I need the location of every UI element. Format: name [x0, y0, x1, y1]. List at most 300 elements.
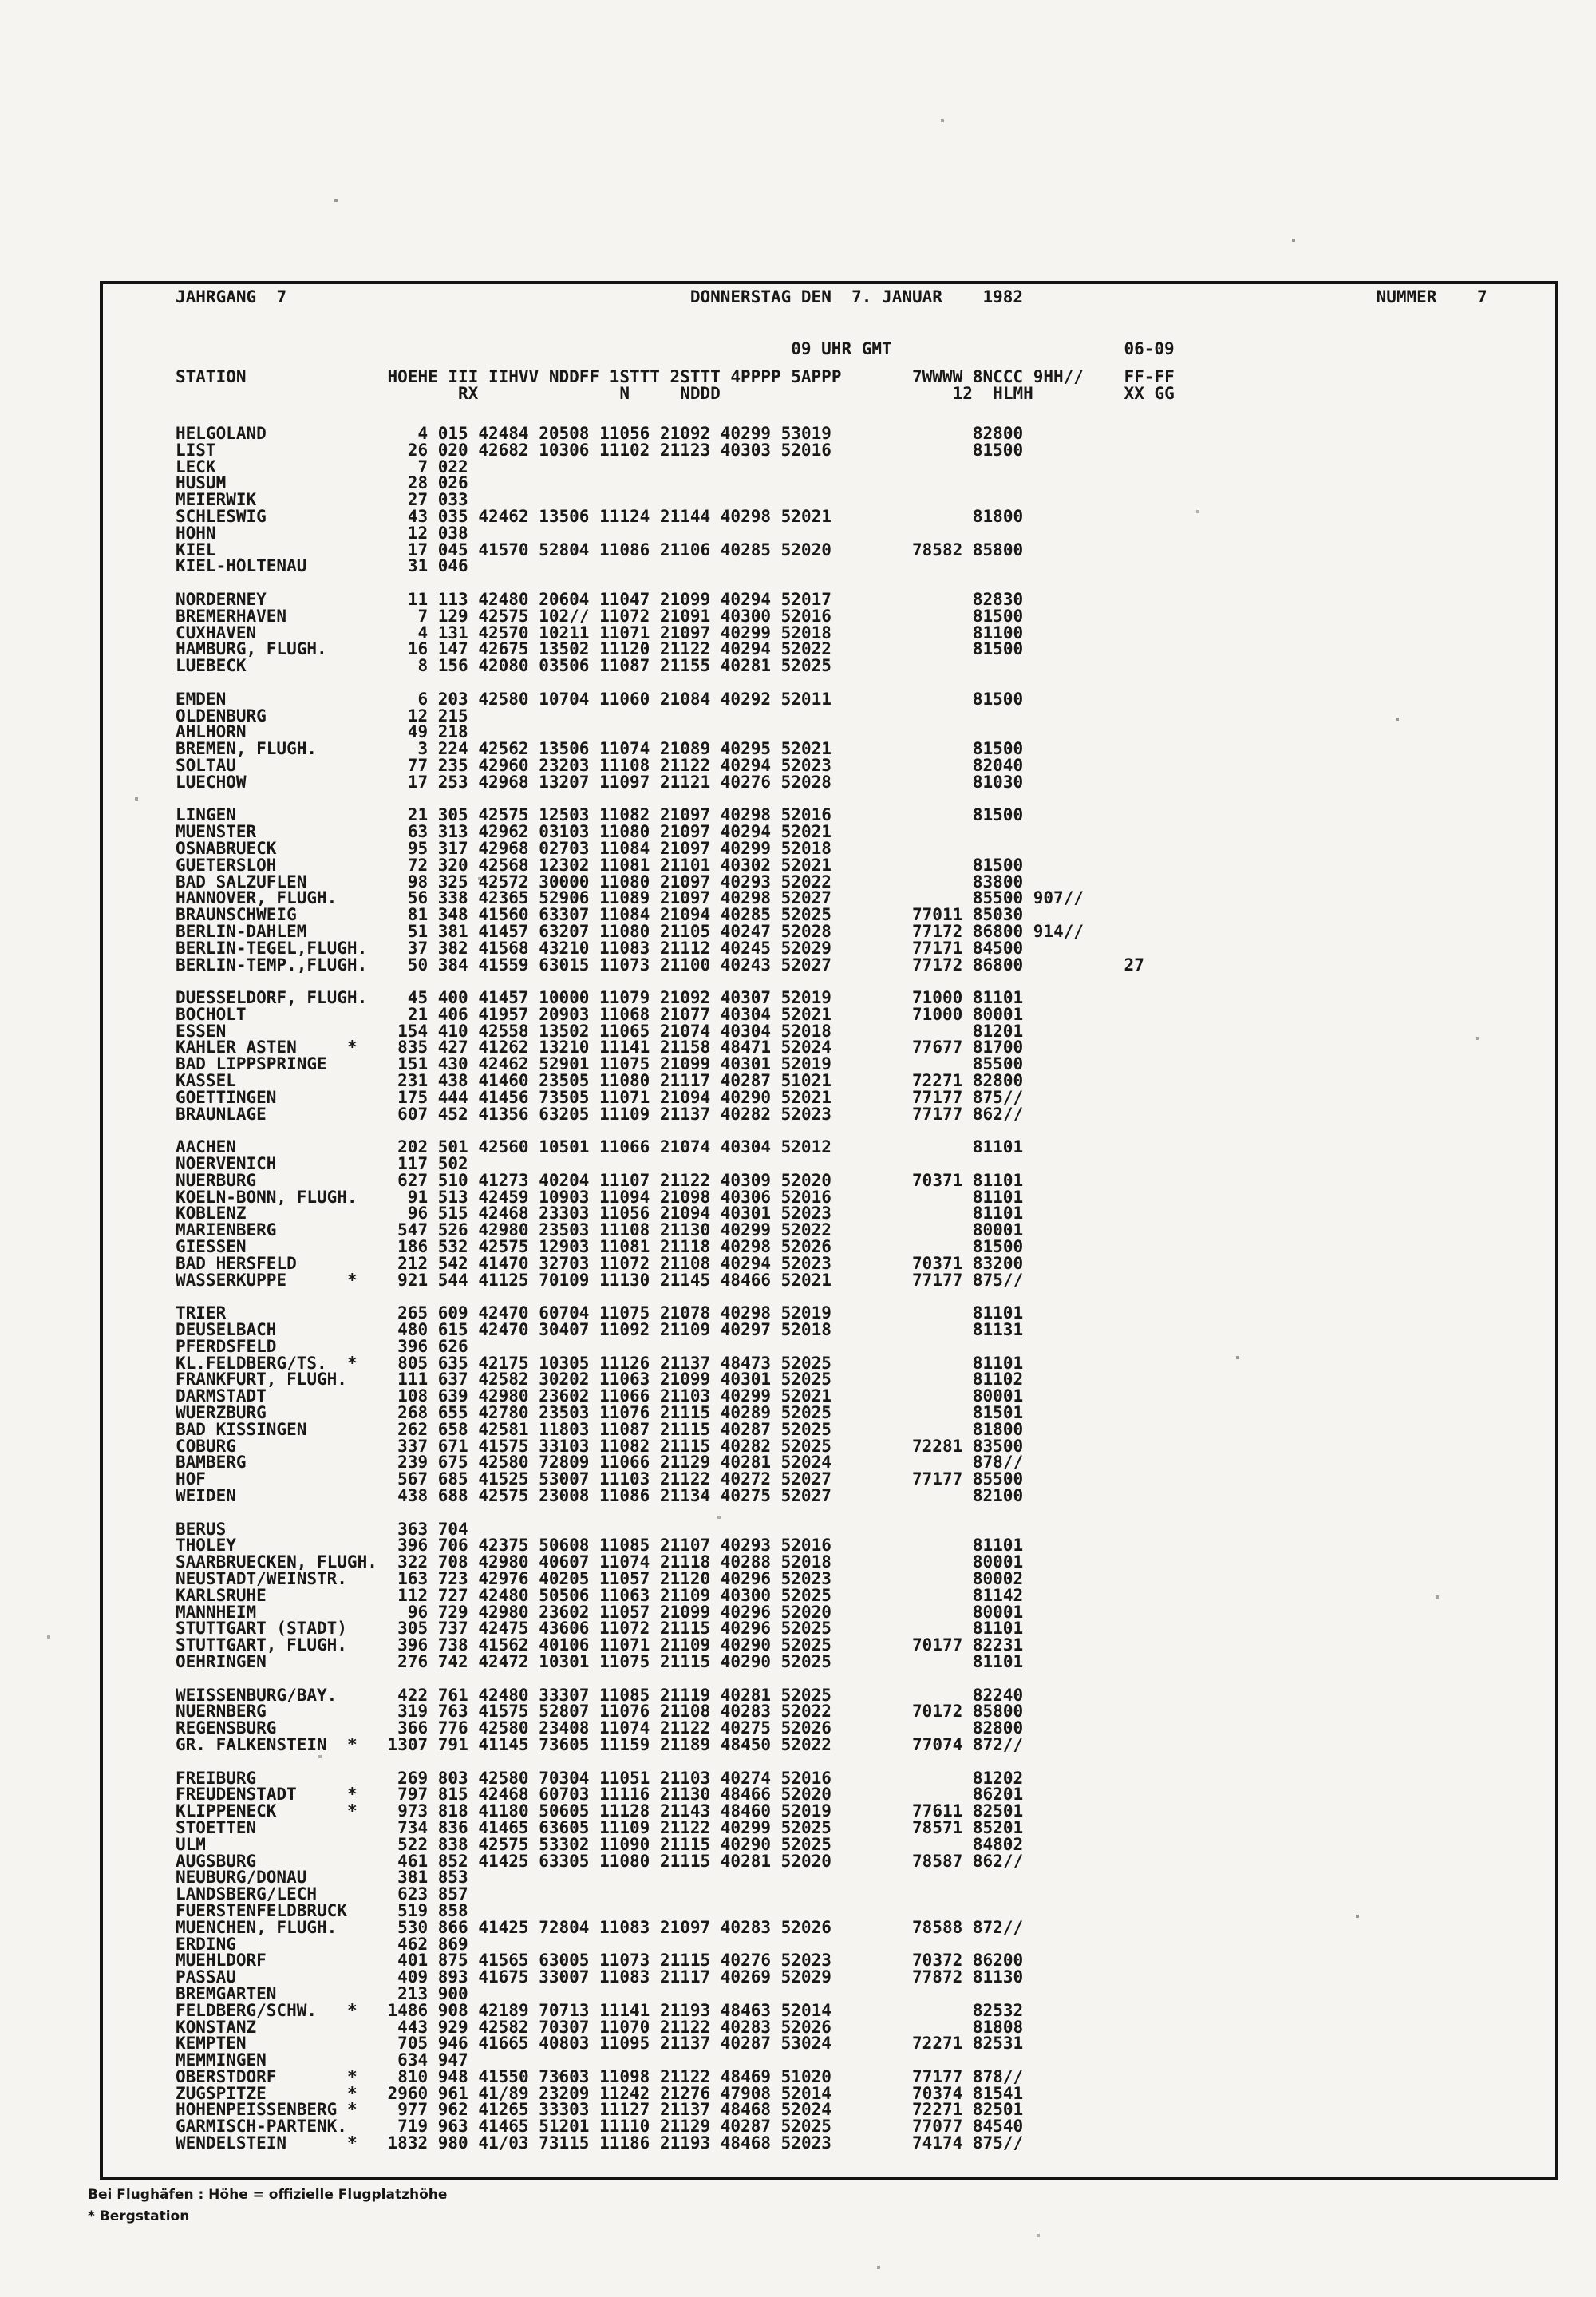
table-row: [176, 1189, 1144, 1206]
table-row: [176, 2066, 1144, 2086]
col-groups: 42080 03506 11087 21155 40281 52025: [478, 656, 832, 676]
col-hoehe: 45: [407, 988, 429, 1008]
col-8nccc: 81500: [972, 440, 1024, 460]
station-name: OLDENBURG: [176, 706, 267, 725]
table-row: [176, 1604, 1144, 1621]
station-name: HAMBURG, FLUGH.: [176, 639, 327, 659]
col-iii: 026: [437, 473, 468, 493]
col-iii: 131: [437, 623, 468, 642]
col-iii: 853: [437, 1868, 468, 1888]
col-hoehe: 2960: [387, 2083, 429, 2103]
station-name: OBERSTDORF: [176, 2066, 277, 2086]
col-hoehe: 231: [397, 1071, 429, 1091]
col-hoehe: 7: [417, 457, 429, 476]
col-iii: 929: [437, 2017, 468, 2037]
table-row: [176, 1919, 1144, 1936]
col-hoehe: 705: [397, 2034, 429, 2054]
table-row: [176, 1073, 1144, 1089]
col-hoehe: 797: [397, 1785, 429, 1805]
col-7www: 77177: [912, 1270, 963, 1290]
col-iii: 510: [437, 1170, 468, 1190]
col-hoehe: 6: [417, 689, 429, 709]
station-name: BAD SALZUFLEN: [176, 872, 307, 892]
col-hoehe: 111: [397, 1370, 429, 1390]
footnote-flughafen: Bei Flughäfen : Höhe = offizielle Flugplatzhöhe: [88, 2187, 448, 2203]
col-hoehe: 49: [407, 722, 429, 742]
col-iii: 313: [437, 822, 468, 842]
col-hoehe: 163: [397, 1568, 429, 1588]
col-groups: 42980 23602 11066 21103 40299 52021: [478, 1386, 832, 1406]
col-hoehe: 28: [407, 473, 429, 493]
col-8nccc: 81500: [972, 855, 1024, 875]
table-row: [176, 508, 1144, 525]
col-groups: 41/03 73115 11186 21193 48468 52023: [478, 2133, 832, 2153]
station-name: BERUS: [176, 1519, 227, 1539]
col-hoehe: 607: [397, 1104, 429, 1124]
col-hoehe: 108: [397, 1386, 429, 1406]
table-row: [176, 625, 1144, 642]
col-groups: 41457 10000 11079 21092 40307 52019: [478, 988, 832, 1008]
bergstation-marker: *: [346, 2066, 358, 2086]
table-row: [176, 2101, 1144, 2118]
table-row: [176, 2118, 1144, 2135]
table-row: [176, 2085, 1144, 2102]
col-iii: 626: [437, 1336, 468, 1356]
col-iii: 900: [437, 1983, 468, 2003]
block-separator: [176, 1504, 1144, 1521]
col-groups: 41465 51201 11110 21129 40287 52025: [478, 2117, 832, 2137]
table-row: [176, 475, 1144, 492]
col-iii: 156: [437, 656, 468, 676]
year-text: 1982: [982, 287, 1024, 306]
col-groups: 42580 70304 11051 21103 40274 52016: [478, 1768, 832, 1788]
table-row: [176, 1637, 1144, 1654]
col-groups: 42581 11803 11087 21115 40287 52025: [478, 1419, 832, 1439]
table-row: [176, 558, 1144, 575]
station-name: KIEL: [176, 540, 216, 559]
table-row: [176, 1734, 1144, 1754]
station-name: FREUDENSTADT: [176, 1785, 297, 1805]
col-header-ff: FF-FF: [1124, 367, 1175, 386]
station-name: DEUSELBACH: [176, 1320, 277, 1340]
col-groups: 42468 60703 11116 21130 48466 52020: [478, 1785, 832, 1805]
col-hoehe: 322: [397, 1552, 429, 1572]
nummer-label: NUMMER: [1376, 287, 1437, 306]
station-name: PFERDSFELD: [176, 1336, 277, 1356]
col-iii: 384: [437, 955, 468, 975]
col-iii: 962: [437, 2100, 468, 2120]
col-groups: 42189 70713 11141 21193 48463 52014: [478, 2000, 832, 2020]
col-iii: 658: [437, 1419, 468, 1439]
period-range: 06-09: [1124, 339, 1175, 358]
col-hoehe: 634: [397, 2050, 429, 2070]
title-line: [176, 289, 1487, 306]
col-8nccc: 85800: [972, 540, 1024, 559]
station-name: KL.FELDBERG/TS.: [176, 1353, 327, 1373]
station-name: KIEL-HOLTENAU: [176, 556, 307, 576]
col-hoehe: 305: [397, 1619, 429, 1639]
bergstation-marker: *: [346, 1785, 358, 1805]
station-name: MUENSTER: [176, 822, 257, 842]
station-name: KAHLER ASTEN: [176, 1038, 297, 1058]
col-groups: 41575 52807 11076 21108 40283 52022: [478, 1702, 832, 1722]
table-row: [176, 525, 1144, 542]
table-row: [176, 807, 1144, 824]
table-row: [176, 708, 1144, 725]
col-8nccc: 81700: [972, 1038, 1024, 1058]
table-row: [176, 741, 1144, 757]
bergstation-marker: *: [346, 2100, 358, 2120]
col-hoehe: 151: [397, 1054, 429, 1074]
station-name: BERLIN-TEGEL,FLUGH.: [176, 938, 368, 958]
col-iii: 033: [437, 490, 468, 510]
station-name: ZUGSPITZE: [176, 2083, 267, 2103]
col-iii: 513: [437, 1187, 468, 1207]
col-7www: 70374: [912, 2083, 963, 2103]
col-iii: 815: [437, 1785, 468, 1805]
table-row: [176, 1687, 1144, 1704]
col-header-right-groups: 7WWWW 8NCCC 9HH//: [912, 367, 1084, 386]
col-iii: 015: [437, 424, 468, 443]
col-8nccc: 81202: [972, 1768, 1024, 1788]
station-name: GR. FALKENSTEIN: [176, 1734, 327, 1754]
col-hoehe: 1486: [387, 2000, 429, 2020]
col-hoehe: 627: [397, 1170, 429, 1190]
col-hoehe: 63: [407, 822, 429, 842]
col-hoehe: 522: [397, 1834, 429, 1854]
station-name: AUGSBURG: [176, 1851, 257, 1871]
col-hoehe: 72: [407, 855, 429, 875]
col-iii: 410: [437, 1021, 468, 1041]
col-hoehe: 17: [407, 772, 429, 792]
col-hoehe: 366: [397, 1718, 429, 1738]
bergstation-marker: *: [346, 2083, 358, 2103]
col-groups: 42575 12903 11081 21118 40298 52026: [478, 1237, 832, 1257]
col-hoehe: 4: [417, 623, 429, 642]
station-name: COBURG: [176, 1436, 236, 1456]
col-iii: 671: [437, 1436, 468, 1456]
station-name: STUTTGART, FLUGH.: [176, 1635, 347, 1655]
col-iii: 727: [437, 1585, 468, 1605]
col-groups: 41465 63605 11109 21122 40299 52025: [478, 1817, 832, 1837]
col-iii: 685: [437, 1469, 468, 1489]
station-name: KONSTANZ: [176, 2017, 257, 2037]
col-groups: 41/89 23209 11242 21276 47908 52014: [478, 2083, 832, 2103]
col-subheader-xxgg: XX GG: [1124, 384, 1175, 403]
station-name: STOETTEN: [176, 1817, 257, 1837]
col-iii: 763: [437, 1702, 468, 1722]
station-name: KASSEL: [176, 1071, 236, 1091]
col-hoehe: 8: [417, 656, 429, 676]
col-hoehe: 269: [397, 1768, 429, 1788]
col-groups: 42575 12503 11082 21097 40298 52016: [478, 805, 832, 825]
table-row: [176, 1554, 1144, 1571]
col-groups: 42572 30000 11080 21097 40293 52022: [478, 872, 832, 892]
col-7www: 72281: [912, 1436, 963, 1456]
col-7www: 78582: [912, 540, 963, 559]
col-8nccc: 81500: [972, 1237, 1024, 1257]
col-groups: 42980 23602 11057 21099 40296 52020: [478, 1602, 832, 1622]
table-row: [176, 1952, 1144, 1969]
station-name: FUERSTENFELDBRUCK: [176, 1900, 347, 1920]
col-groups: 42462 52901 11075 21099 40301 52019: [478, 1054, 832, 1074]
col-hoehe: 51: [407, 921, 429, 941]
col-7www: 77011: [912, 905, 963, 925]
col-iii: 320: [437, 855, 468, 875]
col-hoehe: 56: [407, 888, 429, 908]
col-8nccc: 85030: [972, 905, 1024, 925]
col-iii: 400: [437, 988, 468, 1008]
col-hoehe: 239: [397, 1453, 429, 1473]
col-8nccc: 81102: [972, 1370, 1024, 1390]
col-8nccc: 81800: [972, 1419, 1024, 1439]
table-row: [176, 608, 1144, 625]
col-hoehe: 1832: [387, 2133, 429, 2153]
col-iii: 893: [437, 1967, 468, 1987]
station-name: MUENCHEN, FLUGH.: [176, 1917, 338, 1937]
col-iii: 639: [437, 1386, 468, 1406]
col-ff: 27: [1124, 955, 1144, 975]
col-8nccc: 86800: [972, 921, 1024, 941]
col-8nccc: 878//: [972, 1453, 1024, 1473]
table-row: [176, 658, 1144, 674]
col-8nccc: 81101: [972, 1353, 1024, 1373]
col-hoehe: 212: [397, 1253, 429, 1273]
table-row: [176, 425, 1144, 442]
col-iii: 502: [437, 1154, 468, 1174]
col-8nccc: 86200: [972, 1951, 1024, 1971]
block-separator: [176, 1753, 1144, 1770]
station-name: OSNABRUECK: [176, 838, 277, 858]
table-row: [176, 1936, 1144, 1953]
station-name: DUESSELDORF, FLUGH.: [176, 988, 368, 1008]
col-iii: 113: [437, 589, 468, 609]
col-groups: 42780 23503 11076 21115 40289 52025: [478, 1403, 832, 1423]
table-row: [176, 1488, 1144, 1504]
table-row: [176, 492, 1144, 508]
date-text: DONNERSTAG DEN 7. JANUAR: [689, 287, 942, 306]
col-8nccc: 81101: [972, 1303, 1024, 1323]
col-hoehe: 977: [397, 2100, 429, 2120]
table-row: [176, 1139, 1144, 1156]
col-iii: 869: [437, 1934, 468, 1954]
col-7www: 77177: [912, 2066, 963, 2086]
col-8nccc: 80001: [972, 1552, 1024, 1572]
col-iii: 218: [437, 722, 468, 742]
col-8nccc: 83800: [972, 872, 1024, 892]
station-name: BRAUNSCHWEIG: [176, 905, 297, 925]
col-subheader-hlmh: HLMH: [993, 384, 1033, 403]
col-iii: 704: [437, 1519, 468, 1539]
col-7www: 77611: [912, 1801, 963, 1821]
table-row: [176, 2135, 1144, 2152]
col-iii: 948: [437, 2066, 468, 2086]
station-name: AHLHORN: [176, 722, 247, 742]
col-hoehe: 96: [407, 1204, 429, 1224]
table-row: [176, 774, 1144, 791]
table-row: [176, 1537, 1144, 1554]
col-hoehe: 175: [397, 1087, 429, 1107]
col-groups: 41568 43210 11083 21112 40245 52029: [478, 938, 832, 958]
col-groups: 41145 73605 11159 21189 48450 52022: [478, 1734, 832, 1754]
station-name: HANNOVER, FLUGH.: [176, 888, 338, 908]
col-groups: 42459 10903 11094 21098 40306 52016: [478, 1187, 832, 1207]
col-8nccc: 81100: [972, 623, 1024, 642]
col-7www: 71000: [912, 988, 963, 1008]
col-iii: 818: [437, 1801, 468, 1821]
col-groups: 41550 73603 11098 21122 48469 51020: [478, 2066, 832, 2086]
col-subheader-n: N: [619, 384, 630, 403]
table-row: [176, 1568, 1144, 1588]
station-name: WEISSENBURG/BAY.: [176, 1685, 338, 1705]
col-iii: 444: [437, 1087, 468, 1107]
table-row: [176, 940, 1144, 957]
col-8nccc: 82800: [972, 424, 1024, 443]
col-8nccc: 81131: [972, 1320, 1024, 1340]
col-8nccc: 872//: [972, 1734, 1024, 1754]
col-8nccc: 81101: [972, 988, 1024, 1008]
col-8nccc: 83200: [972, 1253, 1024, 1273]
col-groups: 41180 50605 11128 21143 48460 52019: [478, 1801, 832, 1821]
table-row: [176, 1222, 1144, 1239]
table-row: [176, 990, 1144, 1006]
col-iii: 046: [437, 556, 468, 576]
col-groups: 42462 13506 11124 21144 40298 52021: [478, 506, 832, 526]
table-row: [176, 1853, 1144, 1870]
bergstation-marker: *: [346, 1270, 358, 1290]
col-8nccc: 862//: [972, 1851, 1024, 1871]
col-iii: 045: [437, 540, 468, 559]
station-name: HOF: [176, 1469, 206, 1489]
table-row: [176, 1703, 1144, 1720]
col-8nccc: 81101: [972, 1651, 1024, 1671]
col-groups: 41562 40106 11071 21109 40290 52025: [478, 1635, 832, 1655]
jahrgang-label: JAHRGANG: [176, 287, 257, 306]
col-groups: 42675 13502 11120 21122 40294 52022: [478, 639, 832, 659]
col-hoehe: 117: [397, 1154, 429, 1174]
col-8nccc: 81142: [972, 1585, 1024, 1605]
col-iii: 708: [437, 1552, 468, 1572]
bergstation-marker: *: [346, 1734, 358, 1754]
station-name: HUSUM: [176, 473, 227, 493]
col-8nccc: 82100: [972, 1486, 1024, 1505]
col-iii: 325: [437, 872, 468, 892]
col-7www: 78588: [912, 1917, 963, 1937]
table-row: [176, 1272, 1144, 1289]
table-row: [176, 1405, 1144, 1421]
col-7www: 78587: [912, 1851, 963, 1871]
table-row: [176, 1651, 1144, 1671]
col-hoehe: 154: [397, 1021, 429, 1041]
table-row: [176, 2019, 1144, 2036]
col-hoehe: 213: [397, 1983, 429, 2003]
col-iii: 706: [437, 1536, 468, 1556]
col-iii: 836: [437, 1817, 468, 1837]
col-iii: 908: [437, 2000, 468, 2020]
col-8nccc: 80001: [972, 1004, 1024, 1024]
col-iii: 737: [437, 1619, 468, 1639]
col-iii: 980: [437, 2133, 468, 2153]
col-hoehe: 805: [397, 1353, 429, 1373]
col-groups: 42470 60704 11075 21078 40298 52019: [478, 1303, 832, 1323]
col-8nccc: 82501: [972, 2100, 1024, 2120]
footnote-bergstation: * Bergstation: [88, 2208, 190, 2224]
col-8nccc: 85500: [972, 1469, 1024, 1489]
col-8nccc: 878//: [972, 2066, 1024, 2086]
col-8nccc: 862//: [972, 1104, 1024, 1124]
col-iii: 963: [437, 2117, 468, 2137]
col-hoehe: 77: [407, 755, 429, 775]
table-row: [176, 757, 1144, 774]
table-row: [176, 1172, 1144, 1189]
column-header-line-1: [176, 369, 1175, 385]
col-iii: 655: [437, 1403, 468, 1423]
table-row: [176, 1900, 1144, 1920]
col-groups: 42175 10305 11126 21137 48473 52025: [478, 1353, 832, 1373]
col-iii: 305: [437, 805, 468, 825]
col-iii: 129: [437, 606, 468, 626]
col-iii: 729: [437, 1602, 468, 1622]
station-name: WENDELSTEIN: [176, 2133, 287, 2153]
col-7www: 77074: [912, 1734, 963, 1754]
col-hoehe: 91: [407, 1187, 429, 1207]
table-row: [176, 1770, 1144, 1787]
col-8nccc: 875//: [972, 1087, 1024, 1107]
col-7www: 72271: [912, 1071, 963, 1091]
station-name: MEMMINGEN: [176, 2050, 267, 2070]
col-iii: 857: [437, 1884, 468, 1904]
col-hoehe: 268: [397, 1403, 429, 1423]
col-iii: 858: [437, 1900, 468, 1920]
col-iii: 317: [437, 838, 468, 858]
column-header-line-2: [176, 385, 1175, 402]
station-name: KARLSRUHE: [176, 1585, 267, 1605]
col-iii: 532: [437, 1237, 468, 1257]
col-7www: 77177: [912, 1469, 963, 1489]
station-name: MARIENBERG: [176, 1220, 277, 1240]
col-hoehe: 462: [397, 1934, 429, 1954]
station-name: CUXHAVEN: [176, 623, 257, 642]
col-hoehe: 21: [407, 1004, 429, 1024]
col-iii: 382: [437, 938, 468, 958]
col-iii: 609: [437, 1303, 468, 1323]
station-name: STUTTGART (STADT): [176, 1619, 347, 1639]
station-name: GUETERSLOH: [176, 855, 277, 875]
col-hoehe: 422: [397, 1685, 429, 1705]
station-name: AACHEN: [176, 1137, 236, 1157]
table-row: [176, 1371, 1144, 1388]
table-row: [176, 1355, 1144, 1372]
col-8nccc: 85500: [972, 1054, 1024, 1074]
block-separator: [176, 1288, 1144, 1305]
col-groups: 41675 33007 11083 21117 40269 52029: [478, 1967, 832, 1987]
station-name: BERLIN-DAHLEM: [176, 921, 307, 941]
table-row: [176, 1720, 1144, 1737]
col-8nccc: 81500: [972, 689, 1024, 709]
col-header-station: STATION: [176, 367, 247, 386]
col-groups: 42472 10301 11075 21115 40290 52025: [478, 1651, 832, 1671]
col-groups: 41262 13210 11141 21158 48471 52024: [478, 1038, 832, 1058]
station-name: BAD LIPPSPRINGE: [176, 1054, 327, 1074]
bergstation-marker: *: [346, 1353, 358, 1373]
col-groups: 41356 63205 11109 21137 40282 52023: [478, 1104, 832, 1124]
col-groups: 42960 23203 11108 21122 40294 52023: [478, 755, 832, 775]
col-hoehe: 95: [407, 838, 429, 858]
col-8nccc: 81101: [972, 1204, 1024, 1224]
col-hoehe: 17: [407, 540, 429, 559]
col-header-main-groups: HOEHE III IIHVV NDDFF 1STTT 2STTT 4PPPP 5APPP: [387, 367, 842, 386]
table-row: [176, 1869, 1144, 1886]
